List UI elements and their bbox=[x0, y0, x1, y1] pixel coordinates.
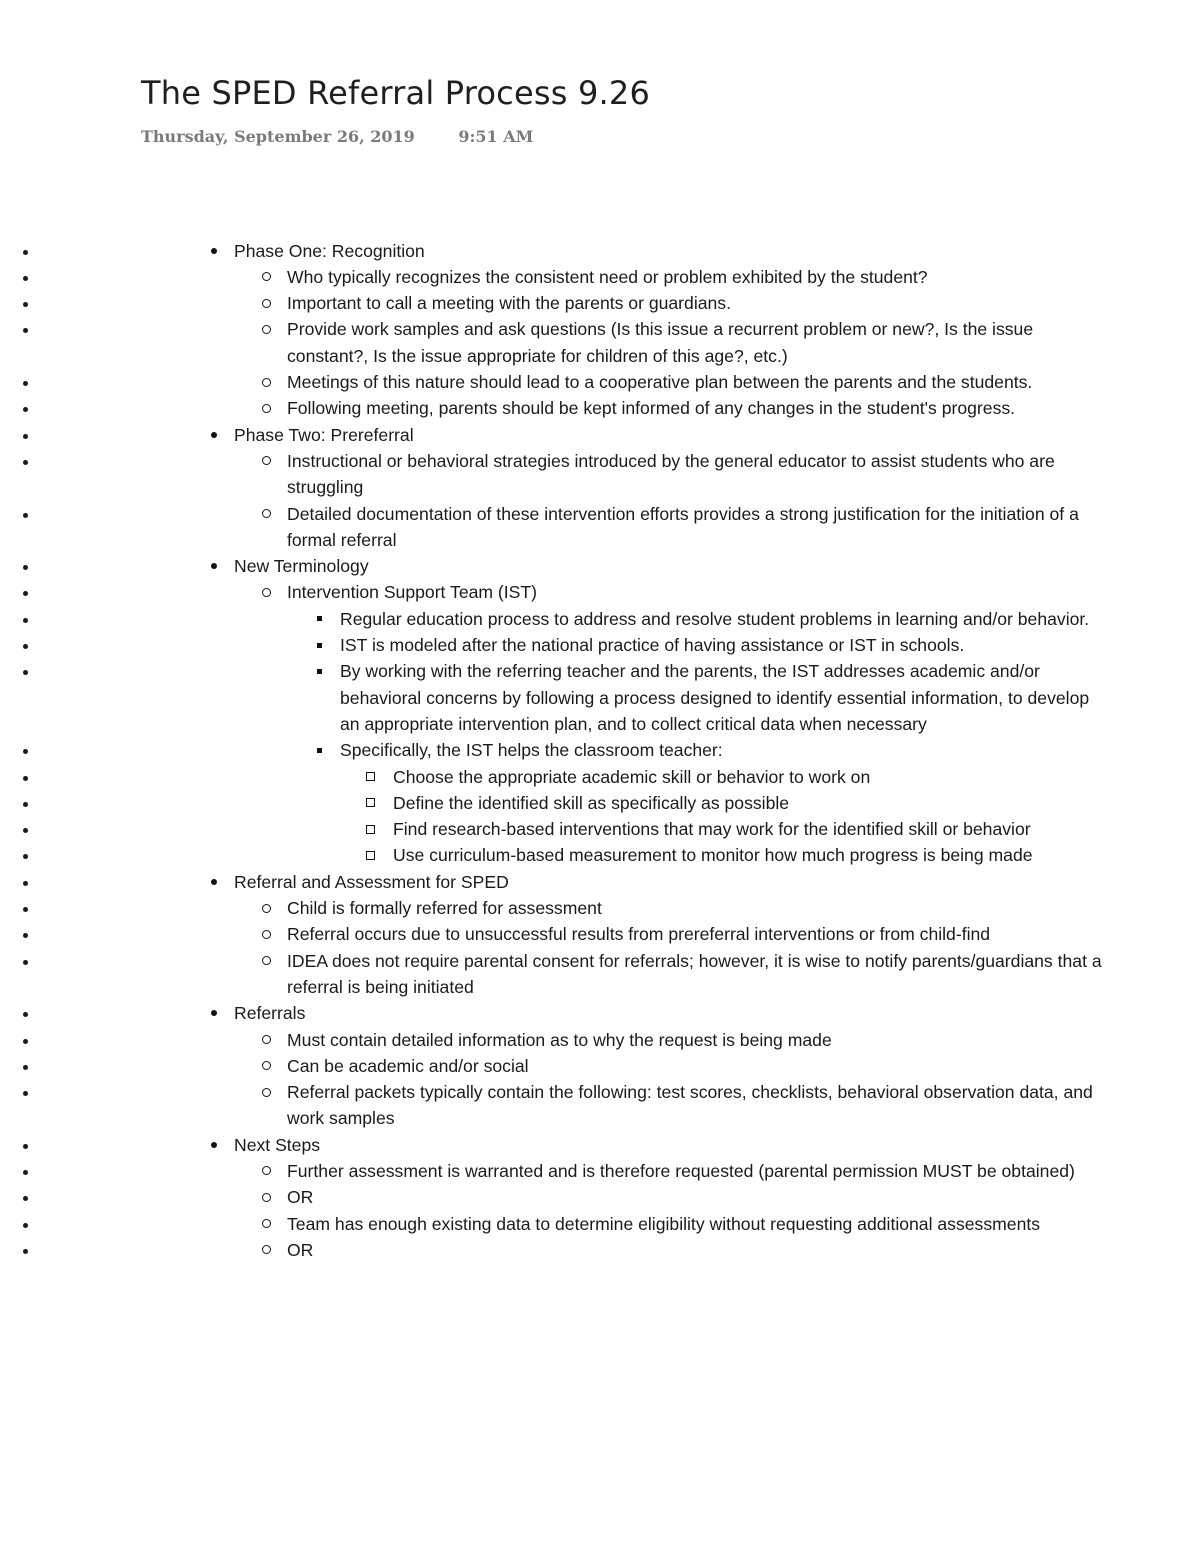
outline-item-text: Find research-based interventions that may work for the identified skill or behavior bbox=[393, 819, 1031, 840]
hollow-square-bullet-icon bbox=[363, 764, 377, 790]
outline-item-text: Intervention Support Team (IST) bbox=[287, 582, 538, 603]
outline-item-level-3 bbox=[40, 658, 1200, 737]
outline-item-level-2 bbox=[40, 1079, 1200, 1132]
square-bullet-icon bbox=[312, 632, 326, 658]
outline-item-level-2 bbox=[40, 1184, 1200, 1210]
outline-item-level-2 bbox=[40, 501, 1200, 554]
disc-bullet-icon bbox=[207, 1132, 221, 1158]
outline-item-text: Instructional or behavioral strategies introduced by the general educator to assist students who are struggling bbox=[287, 450, 1055, 498]
outline-item-text: OR bbox=[287, 1187, 314, 1208]
circle-bullet-icon bbox=[259, 501, 273, 527]
circle-bullet-icon bbox=[259, 948, 273, 974]
outline-item-text: Phase Two: Prereferral bbox=[234, 424, 414, 445]
outline-item-text: Regular education process to address and resolve student problems in learning and/or behavior. bbox=[340, 608, 1090, 629]
disc-bullet-icon bbox=[207, 869, 221, 895]
disc-bullet-icon bbox=[207, 1000, 221, 1026]
outline-item-text: Use curriculum-based measurement to monitor how much progress is being made bbox=[393, 845, 1033, 866]
outline-item-text: By working with the referring teacher and the parents, the IST addresses academic and/or behavioral concerns by following a process designed to identify essential information, to develop an appropriate intervention plan, and to collect critical data when necessary bbox=[340, 661, 1090, 734]
circle-bullet-icon bbox=[259, 395, 273, 421]
outline-item-text: Must contain detailed information as to why the request is being made bbox=[287, 1029, 832, 1050]
outline-item-level-2 bbox=[40, 395, 1200, 421]
outline-item-text: Referral and Assessment for SPED bbox=[234, 871, 509, 892]
outline-item-text: Define the identified skill as specifically as possible bbox=[393, 792, 790, 813]
circle-bullet-icon bbox=[259, 1211, 273, 1237]
outline-item-level-2 bbox=[40, 895, 1200, 921]
outline-item-level-1 bbox=[40, 1132, 1200, 1158]
outline-item-level-2 bbox=[40, 1053, 1200, 1079]
outline-item-level-4 bbox=[40, 764, 1200, 790]
outline-item-level-3 bbox=[40, 737, 1200, 763]
outline-item-level-3 bbox=[40, 632, 1200, 658]
outline-item-text: Specifically, the IST helps the classroom teacher: bbox=[340, 740, 723, 761]
outline-item-text: Following meeting, parents should be kept informed of any changes in the student's progress. bbox=[287, 398, 1016, 419]
outline-item-text: IST is modeled after the national practice of having assistance or IST in schools. bbox=[340, 635, 965, 656]
circle-bullet-icon bbox=[259, 264, 273, 290]
square-bullet-icon bbox=[312, 737, 326, 763]
circle-bullet-icon bbox=[259, 1158, 273, 1184]
outline-item-text: OR bbox=[287, 1239, 314, 1260]
circle-bullet-icon bbox=[259, 290, 273, 316]
outline-item-text: Phase One: Recognition bbox=[234, 240, 425, 261]
outline-item-text: Choose the appropriate academic skill or behavior to work on bbox=[393, 766, 871, 787]
outline-item-text: Team has enough existing data to determine eligibility without requesting additional assessments bbox=[287, 1213, 1041, 1234]
outline-item-text: Provide work samples and ask questions (Is this issue a recurrent problem or new?, Is the issue constant?, Is the issue appropriate for children of this age?, etc.) bbox=[287, 319, 1034, 366]
circle-bullet-icon bbox=[259, 579, 273, 605]
outline-item-level-2 bbox=[40, 579, 1200, 605]
outline-item-text: Meetings of this nature should lead to a cooperative plan between the parents and the students. bbox=[287, 372, 1033, 393]
circle-bullet-icon bbox=[259, 1053, 273, 1079]
outline-item-text: Next Steps bbox=[234, 1134, 321, 1155]
outline-item-level-2 bbox=[40, 1237, 1200, 1263]
note-date: Thursday, September 26, 2019 bbox=[141, 127, 415, 146]
outline-item-level-2 bbox=[40, 264, 1200, 290]
outline-item-level-2 bbox=[40, 448, 1200, 501]
note-time: 9:51 AM bbox=[458, 127, 534, 146]
outline-list bbox=[0, 238, 1200, 1264]
circle-bullet-icon bbox=[259, 895, 273, 921]
circle-bullet-icon bbox=[259, 1237, 273, 1263]
hollow-square-bullet-icon bbox=[363, 816, 377, 842]
circle-bullet-icon bbox=[259, 448, 273, 474]
square-bullet-icon bbox=[312, 658, 326, 684]
outline-item-level-2 bbox=[40, 369, 1200, 395]
outline-item-level-1 bbox=[40, 422, 1200, 448]
outline-item-level-2 bbox=[40, 290, 1200, 316]
outline-item-text: Referrals bbox=[234, 1003, 306, 1024]
outline-item-level-2 bbox=[40, 1027, 1200, 1053]
circle-bullet-icon bbox=[259, 1184, 273, 1210]
square-bullet-icon bbox=[312, 606, 326, 632]
outline-item-text: Detailed documentation of these intervention efforts provides a strong justification for the initiation of a formal referral bbox=[287, 503, 1079, 550]
outline-item-level-2 bbox=[40, 1158, 1200, 1184]
outline-item-level-1 bbox=[40, 1000, 1200, 1026]
hollow-square-bullet-icon bbox=[363, 790, 377, 816]
outline-item-level-4 bbox=[40, 842, 1200, 868]
outline-item-text: Important to call a meeting with the parents or guardians. bbox=[287, 293, 731, 314]
outline-item-text: Further assessment is warranted and is therefore requested (parental permission MUST be obtained) bbox=[287, 1160, 1075, 1181]
disc-bullet-icon bbox=[207, 422, 221, 448]
disc-bullet-icon bbox=[207, 238, 221, 264]
outline-item-text: Who typically recognizes the consistent need or problem exhibited by the student? bbox=[287, 266, 928, 287]
circle-bullet-icon bbox=[259, 316, 273, 342]
outline-item-level-3 bbox=[40, 606, 1200, 632]
outline-item-level-2 bbox=[40, 1211, 1200, 1237]
outline-item-level-1 bbox=[40, 553, 1200, 579]
outline-item-text: New Terminology bbox=[234, 556, 369, 577]
outline-item-level-2 bbox=[40, 316, 1200, 369]
outline-item-level-4 bbox=[40, 816, 1200, 842]
outline-item-level-4 bbox=[40, 790, 1200, 816]
circle-bullet-icon bbox=[259, 921, 273, 947]
outline-item-text: Referral packets typically contain the following: test scores, checklists, behavioral observation data, and work samples bbox=[287, 1082, 1093, 1129]
page-title: The SPED Referral Process 9.26 bbox=[141, 74, 650, 112]
outline-item-text: Referral occurs due to unsuccessful results from prereferral interventions or from child-find bbox=[287, 924, 991, 945]
outline-item-text: Can be academic and/or social bbox=[287, 1055, 529, 1076]
circle-bullet-icon bbox=[259, 1027, 273, 1053]
note-timestamp bbox=[141, 127, 533, 146]
circle-bullet-icon bbox=[259, 369, 273, 395]
outline-item-text: IDEA does not require parental consent for referrals; however, it is wise to notify parents/guardians that a referral is being initiated bbox=[287, 950, 1102, 997]
outline-item-level-1 bbox=[40, 869, 1200, 895]
outline-item-level-2 bbox=[40, 948, 1200, 1001]
hollow-square-bullet-icon bbox=[363, 842, 377, 868]
outline-item-level-1 bbox=[40, 238, 1200, 264]
circle-bullet-icon bbox=[259, 1079, 273, 1105]
outline-item-text: Child is formally referred for assessment bbox=[287, 898, 602, 919]
outline-item-level-2 bbox=[40, 921, 1200, 947]
disc-bullet-icon bbox=[207, 553, 221, 579]
